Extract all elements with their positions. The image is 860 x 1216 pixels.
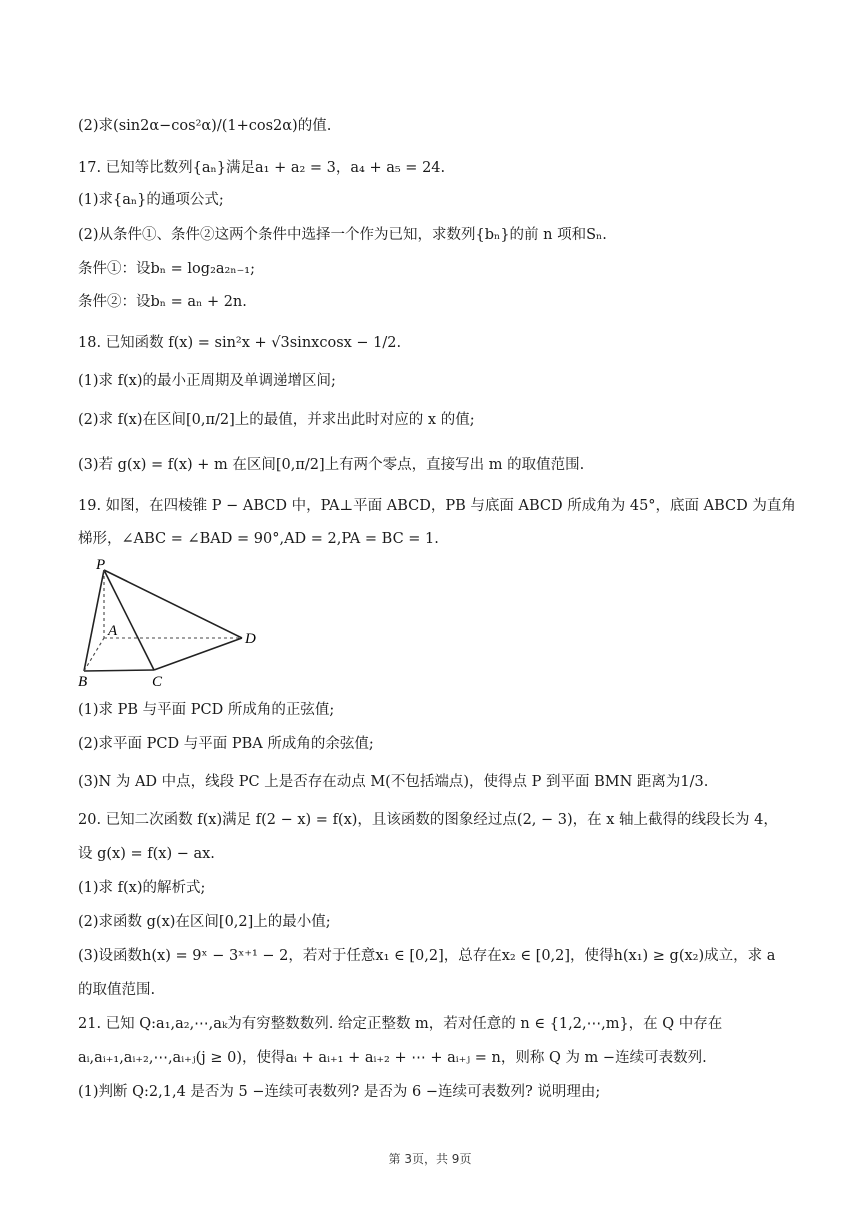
q19-part1: (1)求 PB 与平面 PCD 所成角的正弦值;	[78, 702, 335, 718]
q20-part3-line2: 的取值范围.	[78, 982, 156, 998]
label-c: C	[152, 674, 163, 690]
label-a: A	[108, 623, 118, 639]
label-p: P	[96, 557, 106, 573]
q19-part3: (3)N 为 AD 中点，线段 PC 上是否存在动点 M(不包括端点)，使得点 P 到平面 BMN 距离为1/3.	[78, 774, 709, 790]
q21-part1: (1)判断 Q:2,1,4 是否为 5 −连续可表数列? 是否为 6 −连续可表数列? 说明理由;	[78, 1084, 601, 1100]
q17-part2: (2)从条件①、条件②这两个条件中选择一个作为已知，求数列{bₙ}的前 n 项和Sₙ.	[78, 227, 607, 243]
q17-part1: (1)求{aₙ}的通项公式;	[78, 192, 224, 208]
q19-stem-line1: 19. 如图，在四棱锥 P − ABCD 中，PA⊥平面 ABCD，PB 与底面 ABCD 所成角为 45°，底面 ABCD 为直角	[78, 498, 796, 514]
q20-stem-line2: 设 g(x) = f(x) − ax.	[78, 846, 215, 862]
q18-part2: (2)求 f(x)在区间[0,π/2]上的最值，并求出此时对应的 x 的值;	[78, 412, 475, 428]
q17-condition2: 条件②：设bₙ = aₙ + 2n.	[78, 294, 247, 310]
q21-stem-line1: 21. 已知 Q:a₁,a₂,⋯,aₖ为有穷整数数列. 给定正整数 m，若对任意的 n ∈ {1,2,⋯,m}，在 Q 中存在	[78, 1016, 723, 1032]
q21-stem-line2: aᵢ,aᵢ₊₁,aᵢ₊₂,⋯,aᵢ₊ⱼ(j ≥ 0)，使得aᵢ + aᵢ₊₁ + aᵢ₊₂ + ⋯ + aᵢ₊ⱼ = n，则称 Q 为 m −连续可表数列.	[78, 1050, 707, 1066]
q20-part2: (2)求函数 g(x)在区间[0,2]上的最小值;	[78, 914, 331, 930]
q20-stem-line1: 20. 已知二次函数 f(x)满足 f(2 − x) = f(x)，且该函数的图象经过点(2, − 3)，在 x 轴上截得的线段长为 4，	[78, 812, 778, 828]
q17-stem: 17. 已知等比数列{aₙ}满足a₁ + a₂ = 3，a₄ + a₅ = 24.	[78, 160, 446, 176]
q18-stem: 18. 已知函数 f(x) = sin²x + √3sinxcosx − 1/2.	[78, 335, 402, 351]
q19-stem-line2: 梯形，∠ABC = ∠BAD = 90°,AD = 2,PA = BC = 1.	[78, 531, 439, 547]
q18-part1: (1)求 f(x)的最小正周期及单调递增区间;	[78, 373, 336, 389]
q16-part2: (2)求(sin2α−cos²α)/(1+cos2α)的值.	[78, 118, 332, 134]
pyramid-figure	[74, 556, 264, 692]
q19-part2: (2)求平面 PCD 与平面 PBA 所成角的余弦值;	[78, 736, 374, 752]
q18-part3: (3)若 g(x) = f(x) + m 在区间[0,π/2]上有两个零点，直接写出 m 的取值范围.	[78, 457, 585, 473]
page-footer: 第 3页，共 9页	[388, 1152, 472, 1166]
q20-part3-line1: (3)设函数h(x) = 9ˣ − 3ˣ⁺¹ − 2，若对于任意x₁ ∈ [0,2]，总存在x₂ ∈ [0,2]，使得h(x₁) ≥ g(x₂)成立，求 a	[78, 948, 776, 964]
label-b: B	[78, 674, 88, 690]
label-d: D	[245, 631, 256, 647]
q20-part1: (1)求 f(x)的解析式;	[78, 880, 206, 896]
q17-condition1: 条件①：设bₙ = log₂a₂ₙ₋₁;	[78, 261, 255, 277]
